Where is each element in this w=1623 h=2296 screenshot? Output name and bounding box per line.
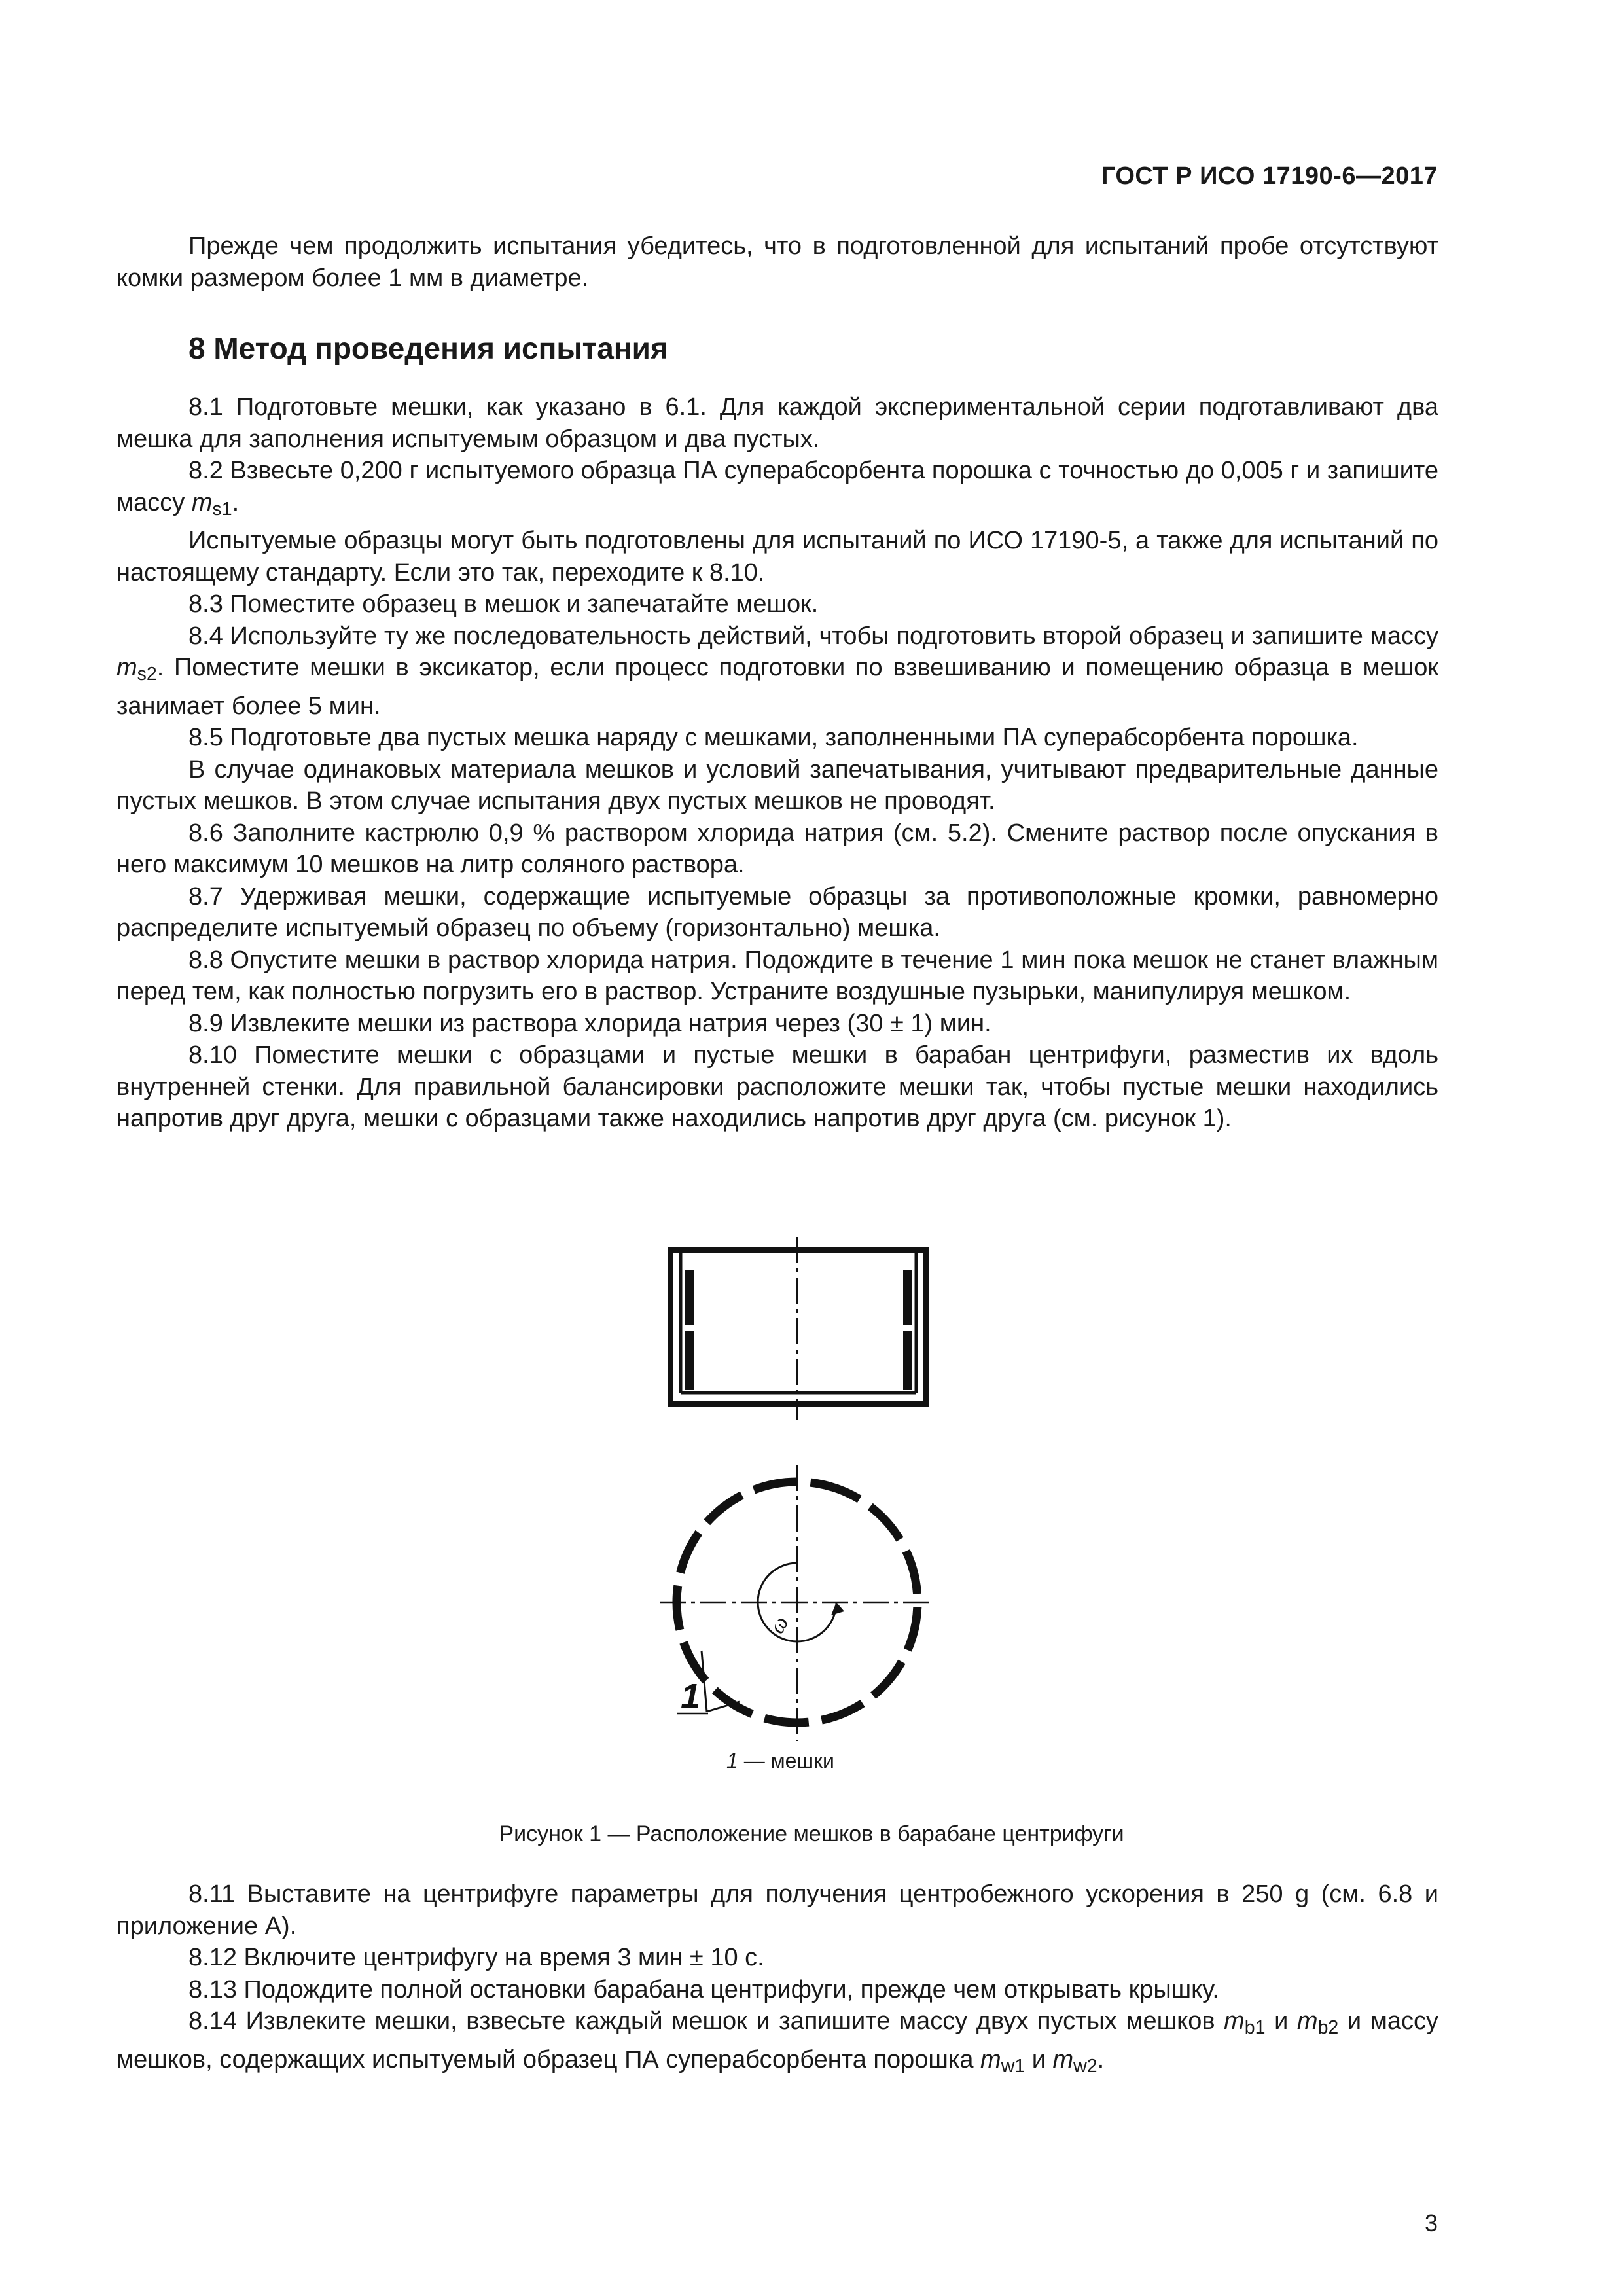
paragraph-8-3: 8.3 Поместите образец в мешок и запечатайте мешок. bbox=[188, 590, 819, 619]
bag-right-lower bbox=[903, 1331, 912, 1390]
paragraph-8-2b: Испытуемые образцы могут быть подготовлены для испытаний по ИСО 17190-5, а также для испытаний по настоящему стандарту. Если это так, переходите к 8.10. bbox=[116, 527, 1438, 586]
section-title: 8 Метод проведения испытания bbox=[188, 331, 668, 365]
rotation-arrowhead bbox=[831, 1602, 844, 1615]
figure-caption: Рисунок 1 — Расположение мешков в барабане центрифуги bbox=[499, 1821, 1124, 1846]
centrifuge-figure bbox=[628, 1224, 969, 1787]
paragraph-8-7: 8.7 Удерживая мешки, содержащие испытуемые образцы за противоположные кромки, равномерно распределите испытуемый образец по объему (горизонтально) мешка. bbox=[116, 882, 1438, 942]
paragraph-8-4: 8.4 Используйте ту же последовательность действий, чтобы подготовить второй образец и запишите массу $m_{s2}$. Поместите мешки в эксикатор, если процесс подготовки по взвешиванию и помещению образца в мешок занимает более 5 мин. bbox=[116, 622, 1438, 720]
bag-left-lower bbox=[685, 1331, 694, 1390]
paragraph-8-13: 8.13 Подождите полной остановки барабана центрифуги, прежде чем открывать крышку. bbox=[188, 1975, 1219, 2003]
section-body-bottom bbox=[116, 1878, 1438, 2082]
paragraph-8-5b: В случае одинаковых материала мешков и условий запечатывания, учитывают предварительные данные пустых мешков. В этом случае испытания двух пустых мешков не проводят. bbox=[116, 755, 1438, 816]
paragraph-intro: Прежде чем продолжить испытания убедитесь, что в подготовленной для испытаний пробе отсутствуют комки размером более 1 мм в диаметре. bbox=[116, 232, 1438, 292]
bag-left-upper bbox=[685, 1270, 694, 1325]
figure-legend: 1 — мешки bbox=[726, 1749, 834, 1772]
paragraph-8-2: 8.2 Взвесьте 0,200 г испытуемого образца ПА суперабсорбента порошка с точностью до 0,005 г и запишите массу $m_{s1}$. bbox=[116, 457, 1438, 520]
paragraph-8-1: 8.1 Подготовьте мешки, как указано в 6.1. Для каждой экспериментальной серии подготавливают два мешка для заполнения испытуемым образцом и два пустых. bbox=[116, 393, 1438, 453]
omega-label: ω bbox=[764, 1611, 794, 1638]
bag-right-upper bbox=[903, 1270, 912, 1325]
paragraph-8-11: 8.11 Выставите на центрифуге параметры для получения центробежного ускорения в 250 g (см. 6.8 и приложение А). bbox=[116, 1880, 1438, 1940]
document-header: ГОСТ Р ИСО 17190-6—2017 bbox=[1101, 162, 1438, 190]
intro-paragraph bbox=[116, 230, 1438, 294]
section-body-top bbox=[116, 391, 1438, 1135]
callout-label: 1 bbox=[681, 1677, 701, 1716]
paragraph-8-5: 8.5 Подготовьте два пустых мешка наряду с мешками, заполненными ПА суперабсорбента порошка. bbox=[188, 724, 1359, 752]
paragraph-8-12: 8.12 Включите центрифугу на время 3 мин ± 10 с. bbox=[188, 1944, 764, 1971]
paragraph-8-10: 8.10 Поместите мешки с образцами и пустые мешки в барабан центрифуги, разместив их вдоль внутренней стенки. Для правильной балансировки расположите мешки так, чтобы пустые мешки находились напротив друг друга, мешки с образцами также находились напротив друг друга (см. рисунок 1). bbox=[116, 1041, 1438, 1133]
page-number: 3 bbox=[1424, 2210, 1438, 2236]
paragraph-8-9: 8.9 Извлеките мешки из раствора хлорида натрия через (30 ± 1) мин. bbox=[188, 1009, 991, 1037]
paragraph-8-8: 8.8 Опустите мешки в раствор хлорида натрия. Подождите в течение 1 мин пока мешок не станет влажным перед тем, как полностью погрузить его в раствор. Устраните воздушные пузырьки, манипулируя мешком. bbox=[116, 946, 1438, 1006]
paragraph-8-14: 8.14 Извлеките мешки, взвесьте каждый мешок и запишите массу двух пустых мешков $m_{b1}$ и $m_{b2}$ и массу мешков, содержащих испытуемый образец ПА суперабсорбента порошка $m_{w1}$ и $m_{w2}$. bbox=[116, 2007, 1438, 2077]
centrifuge-side-view bbox=[671, 1237, 926, 1420]
paragraph-8-6: 8.6 Заполните кастрюлю 0,9 % раствором хлорида натрия (см. 5.2). Смените раствор после опускания в него максимум 10 мешков на литр соляного раствора. bbox=[116, 819, 1438, 879]
